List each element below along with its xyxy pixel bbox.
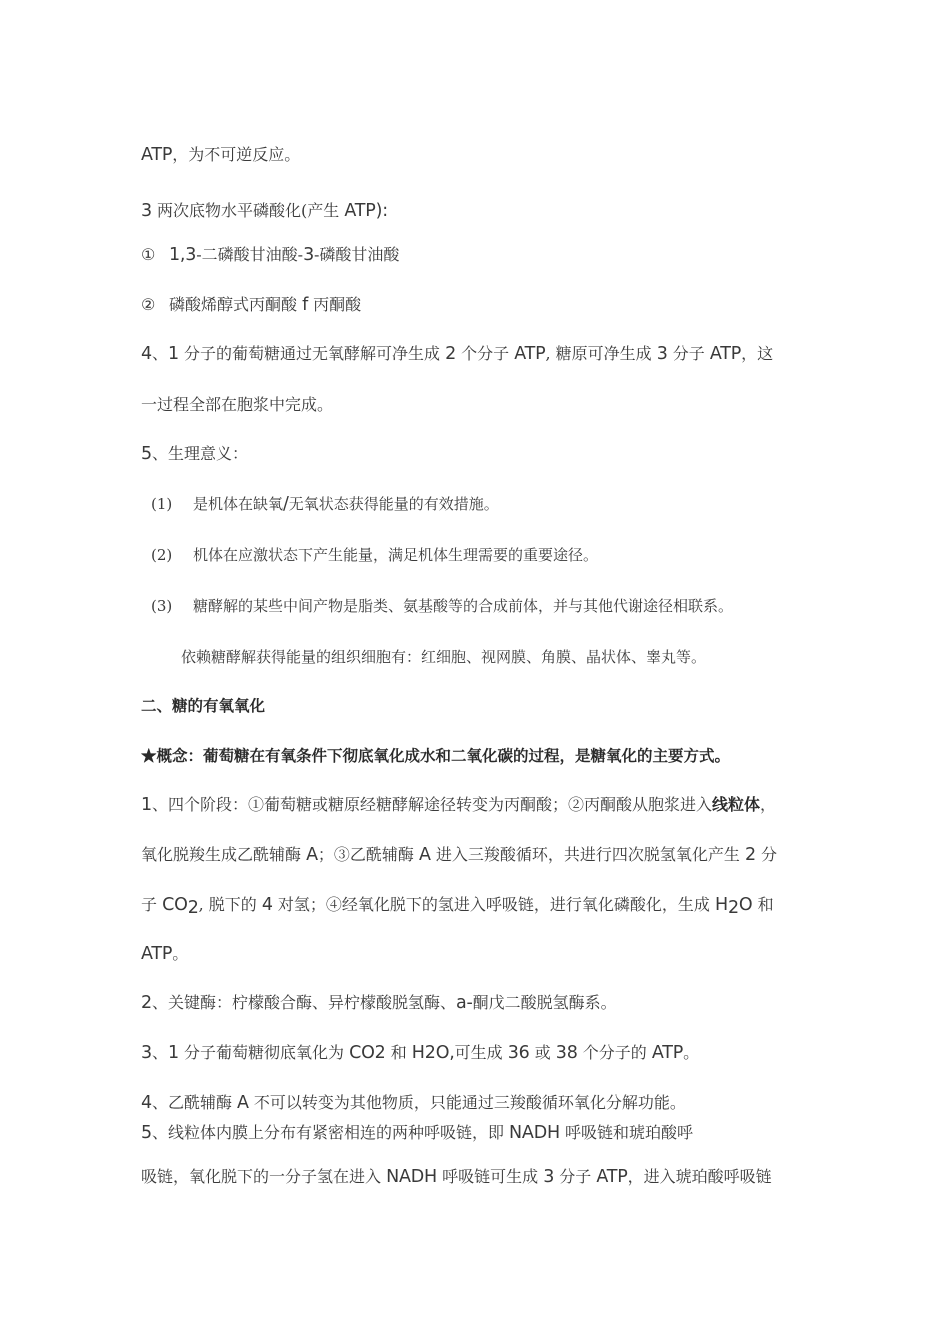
list-item: (1) 是机体在缺氧/无氧状态获得能量的有效措施。 <box>151 494 499 514</box>
section-heading: 5、生理意义： <box>141 444 248 464</box>
text-line: 1、四个阶段：①葡萄糖或糖原经糖酵解途径转变为丙酮酸；②丙酮酸从胞浆进入线粒体， <box>141 795 776 815</box>
text-line: ATP，为不可逆反应。 <box>141 145 301 165</box>
text-line: 氧化脱羧生成乙酰辅酶 A；③乙酰辅酶 A 进入三羧酸循环，共进行四次脱氢氧化产生 2 分 <box>141 845 777 865</box>
text-line: 2、关键酶：柠檬酸合酶、异柠檬酸脱氢酶、a-酮戊二酸脱氢酶系。 <box>141 993 617 1013</box>
text-line: 子 $CO_2$, 脱下的 4 对氢；④经氧化脱下的氢进入呼吸链，进行氧化磷酸化，生成 $H_2O$ 和 <box>141 895 774 918</box>
text-line: 4、乙酰辅酶 A 不可以转变为其他物质，只能通过三羧酸循环氧化分解功能。 <box>141 1093 686 1113</box>
list-item: ② 磷酸烯醇式丙酮酸 f 丙酮酸 <box>141 295 362 315</box>
list-item: (3) 糖酵解的某些中间产物是脂类、氨基酸等的合成前体，并与其他代谢途径相联系。 <box>151 597 734 615</box>
list-item: (2) 机体在应激状态下产生能量，满足机体生理需要的重要途径。 <box>151 546 599 564</box>
section-heading: 二、糖的有氧氧化 <box>141 696 266 715</box>
text-line: 3 两次底物水平磷酸化(产生 ATP): <box>141 201 388 221</box>
text-line: 吸链，氧化脱下的一分子氢在进入 NADH 呼吸链可生成 3 分子 ATP，进入琥珀酸呼吸链 <box>141 1167 772 1187</box>
text-line: 5、线粒体内膜上分布有紧密相连的两种呼吸链，即 NADH 呼吸链和琥珀酸呼 <box>141 1123 694 1143</box>
text-line: 依赖糖酵解获得能量的组织细胞有：红细胞、视网膜、角膜、晶状体、睾丸等。 <box>181 648 707 666</box>
list-item: ① 1,3-二磷酸甘油酸-3-磷酸甘油酸 <box>141 245 400 265</box>
text-line: ATP。 <box>141 944 189 964</box>
text-line: 4、1 分子的葡萄糖通过无氧酵解可净生成 2 个分子 ATP, 糖原可净生成 3 分子 ATP，这 <box>141 344 774 364</box>
text-line: 一过程全部在胞浆中完成。 <box>141 395 334 414</box>
text-line: 3、1 分子葡萄糖彻底氧化为 CO2 和 H2O,可生成 36 或 38 个分子的 ATP。 <box>141 1043 700 1063</box>
concept-line: ★概念：葡萄糖在有氧条件下彻底氧化成水和二氧化碳的过程，是糖氧化的主要方式。 <box>141 746 731 765</box>
